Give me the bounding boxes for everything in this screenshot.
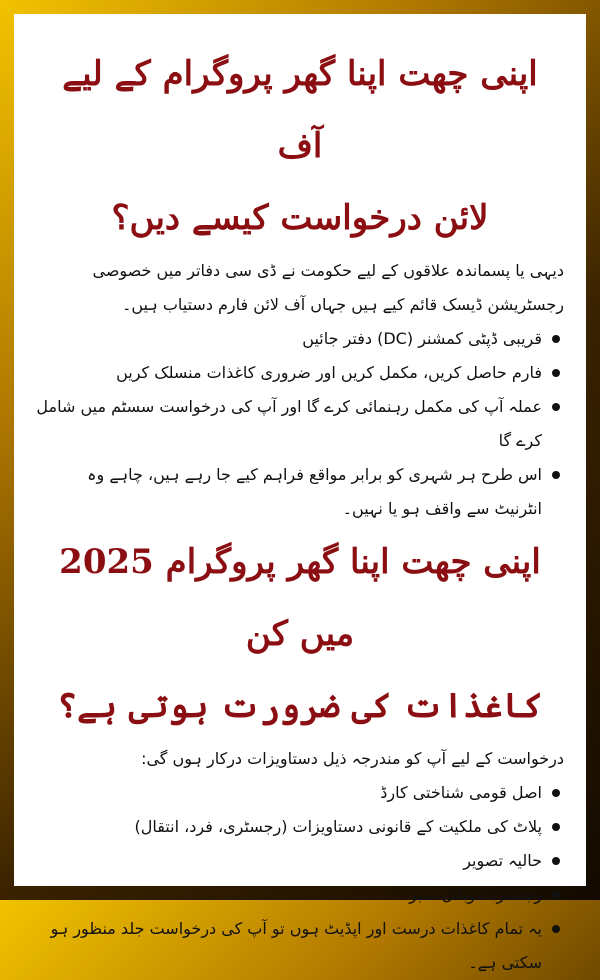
section1-heading-line2: لائن درخواست کیسے دیں؟	[111, 198, 489, 238]
bullet-icon	[552, 789, 560, 797]
bullet-icon	[552, 403, 560, 411]
list-item: قریبی ڈپٹی کمشنر (DC) دفتر جائیں	[36, 322, 542, 356]
list-item: حالیہ تصویر	[36, 844, 542, 878]
article-card	[14, 14, 586, 972]
bullet-icon	[552, 857, 560, 865]
list-item: عملہ آپ کی مکمل رہنمائی کرے گا اور آپ کی درخواست سسٹم میں شامل کرے گا	[36, 390, 542, 458]
list-item: پلاٹ کی ملکیت کے قانونی دستاویزات (رجسٹری، فرد، انتقال)	[36, 810, 542, 844]
section1-intro: دیہی یا پسماندہ علاقوں کے لیے حکومت نے ڈی سی دفاتر میں خصوصی رجسٹریشن ڈیسک قائم کیے ہیں جہاں آف لائن فارم دستیاب ہیں۔	[92, 261, 564, 314]
bullet-icon	[552, 369, 560, 377]
bullet-icon	[552, 335, 560, 343]
section1-bullet-list	[36, 322, 564, 526]
list-item: اس طرح ہر شہری کو برابر مواقع فراہم کیے جا رہے ہیں، چاہے وہ انٹرنیٹ سے واقف ہو یا نہیں۔	[36, 458, 542, 526]
bullet-icon	[552, 823, 560, 831]
list-item: فارم حاصل کریں، مکمل کریں اور ضروری کاغذات منسلک کریں	[36, 356, 542, 390]
section2-intro: درخواست کے لیے آپ کو مندرجہ ذیل دستاویزات درکار ہوں گی:	[141, 749, 564, 768]
bullet-icon	[552, 891, 560, 899]
list-item: رجسٹرڈ موبائل نمبر	[36, 878, 542, 912]
list-item: یہ تمام کاغذات درست اور اپڈیٹ ہوں تو آپ کی درخواست جلد منظور ہو سکتی ہے۔	[36, 912, 542, 980]
section2-heading-line1: اپنی چھت اپنا گھر پروگرام 2025 میں کن	[59, 542, 541, 654]
bullet-icon	[552, 925, 560, 933]
section2-heading-line2: کاغذات کی ضرورت ہوتی ہے؟	[57, 686, 543, 726]
list-item: اصل قومی شناختی کارڈ	[36, 776, 542, 810]
section1-heading	[36, 38, 564, 254]
section2-bullet-list	[36, 776, 564, 980]
bullet-icon	[552, 471, 560, 479]
section1-heading-line1: اپنی چھت اپنا گھر پروگرام کے لیے آف	[62, 54, 538, 166]
section2-heading	[36, 526, 564, 742]
